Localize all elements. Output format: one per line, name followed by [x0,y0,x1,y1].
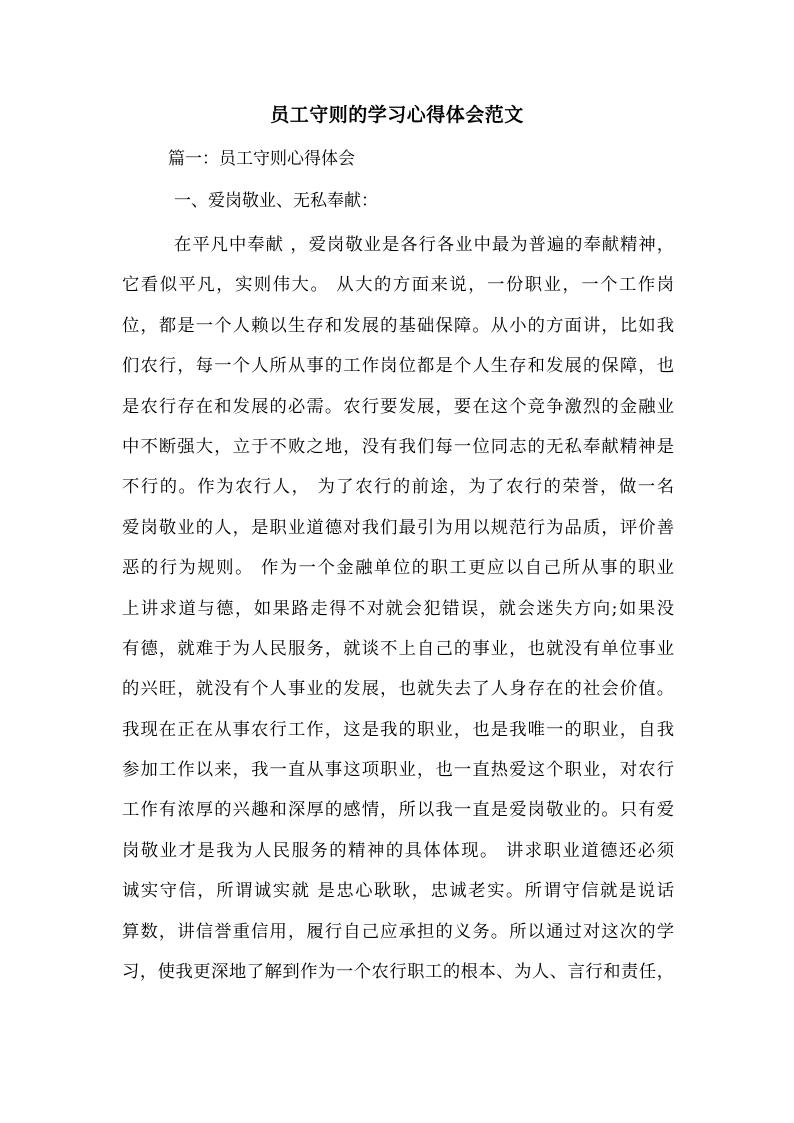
body-line: 工作有浓厚的兴趣和深厚的感情，所以我一直是爱岗敬业的。只有爱 [122,800,674,821]
body-line: 算数，讲信誉重信用，履行自己应承担的义务。所以通过对这次的学 [122,921,674,942]
body-line: 爱岗敬业的人，是职业道德对我们最引为用以规范行为品质，评价善 [122,517,674,538]
section-heading: 篇一：员工守则心得体会 [168,149,355,169]
body-paragraph [122,225,674,992]
body-line: 不行的。作为农行人， 为了农行的前途，为了农行的荣誉，做一名 [122,477,674,498]
document-title: 员工守则的学习心得体会范文 [270,104,524,126]
body-line: 位，都是一个人赖以生存和发展的基础保障。从小的方面讲，比如我 [122,315,674,336]
body-line: 是农行存在和发展的必需。农行要发展，要在这个竞争激烈的金融业 [122,396,674,417]
body-line: 诚实守信，所谓诚实就 是忠心耿耿，忠诚老实。所谓守信就是说话 [122,881,674,902]
body-line: 习，使我更深地了解到作为一个农行职工的根本、为人、言行和责任， [122,962,674,983]
body-line: 的兴旺，就没有个人事业的发展，也就失去了人身存在的社会价值。 [122,679,674,700]
body-line: 参加工作以来，我一直从事这项职业，也一直热爱这个职业，对农行 [122,760,674,781]
body-line: 它看似平凡，实则伟大。 从大的方面来说，一份职业，一个工作岗 [122,275,674,296]
body-line: 在平凡中奉献 ，爱岗敬业是各行各业中最为普遍的奉献精神， [174,235,674,255]
body-line: 恶的行为规则。 作为一个金融单位的职工更应以自己所从事的职业 [122,558,674,579]
subsection-heading: 一、爱岗敬业、无私奉献： [174,191,378,211]
body-line: 有德，就难于为人民服务，就谈不上自己的事业，也就没有单位事业 [122,638,674,659]
body-line: 中不断强大，立于不败之地，没有我们每一位同志的无私奉献精神是 [122,436,674,457]
body-line: 岗敬业才是我为人民服务的精神的具体体现。 讲求职业道德还必须 [122,840,674,861]
body-line: 们农行，每一个人所从事的工作岗位都是个人生存和发展的保障，也 [122,356,674,377]
body-line: 我现在正在从事农行工作，这是我的职业，也是我唯一的职业，自我 [122,719,674,740]
body-line: 上讲求道与德，如果路走得不对就会犯错误，就会迷失方向;如果没 [122,598,674,619]
